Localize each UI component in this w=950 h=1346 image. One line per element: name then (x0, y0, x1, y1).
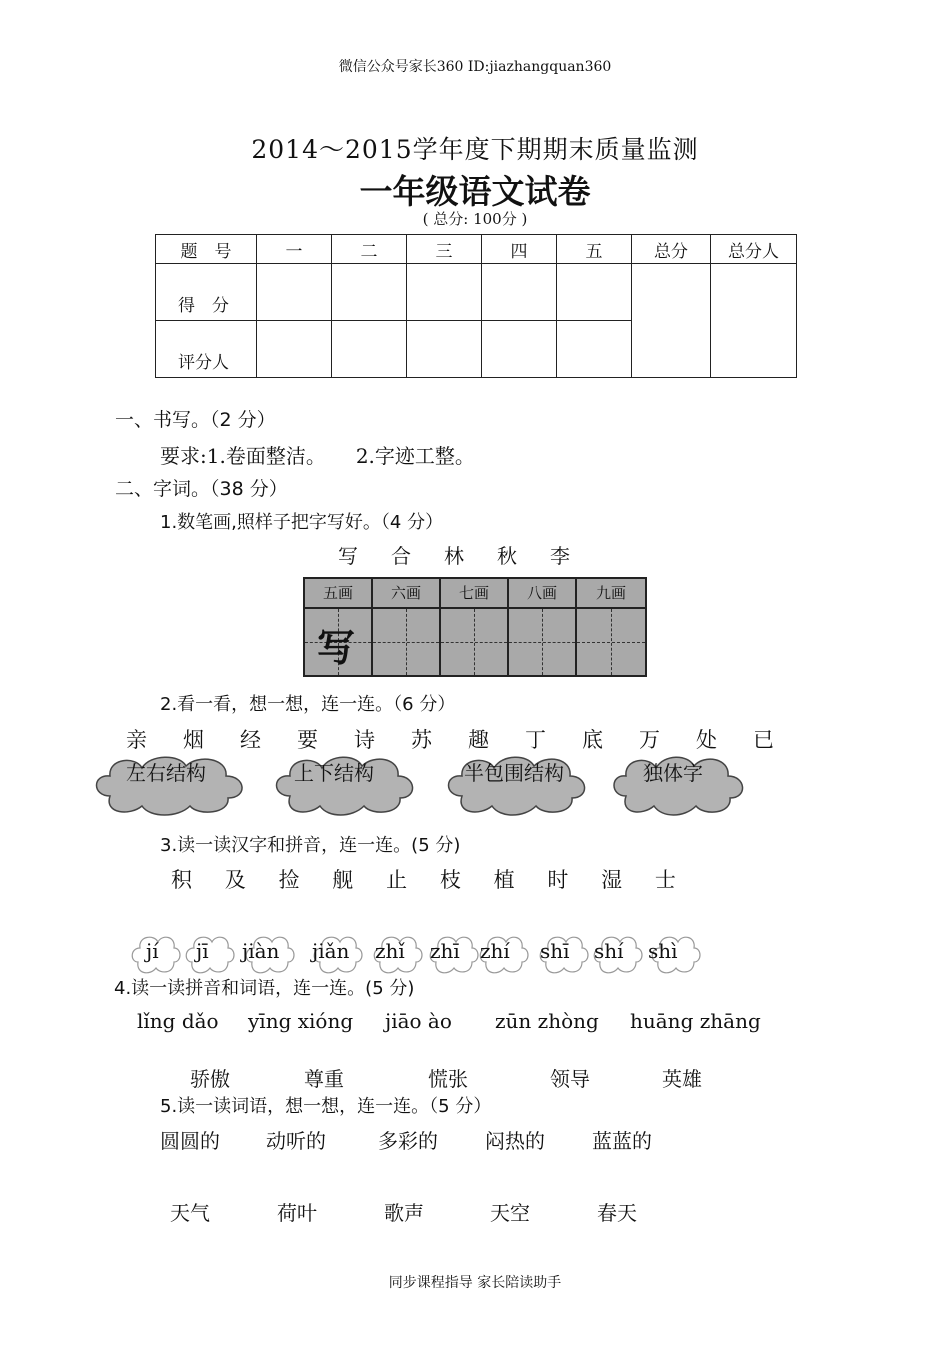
q2-char: 丁 (525, 728, 546, 752)
section2-heading: 二、字词。（38 分） (115, 478, 288, 500)
score-header: 三 (407, 235, 482, 264)
stroke-grid (303, 577, 647, 677)
score-cell (332, 321, 407, 378)
cloud-label: 左右结构 (126, 761, 206, 785)
q2-chars (126, 724, 774, 754)
q5-adjective: 蓝蓝的 (592, 1129, 652, 1153)
q4-pinyin: zūn zhòng (495, 1009, 599, 1033)
grid-header: 九画 (577, 579, 645, 609)
q5-adjective: 圆圆的 (160, 1129, 220, 1153)
q3-pinyin: jiǎn (312, 939, 350, 963)
q3-char: 止 (386, 868, 408, 892)
score-cell (482, 264, 557, 321)
q1-prompt: 1.数笔画,照样子把字写好。（4 分） (160, 512, 444, 533)
score-header: 四 (482, 235, 557, 264)
grid-header: 五画 (305, 579, 373, 609)
q3-char: 积 (171, 868, 192, 892)
q3-pinyin: zhí (480, 939, 510, 963)
q1-char: 林 (444, 544, 464, 568)
section1-requirement: 要求:1.卷面整洁。 2.字迹工整。 (160, 444, 475, 468)
q2-char: 趣 (468, 728, 489, 752)
score-header: 五 (557, 235, 632, 264)
q3-pinyin: shí (594, 939, 624, 963)
score-row-label: 评分人 (156, 321, 257, 378)
grid-write-cell[interactable] (373, 609, 441, 675)
q3-pinyin: jiàn (242, 939, 280, 963)
q5-noun: 天空 (490, 1201, 530, 1225)
q3-pinyin: shī (540, 939, 570, 963)
q2-char: 亲 (126, 728, 147, 752)
score-cell (482, 321, 557, 378)
q4-pinyin: jiāo ào (385, 1009, 452, 1033)
grid-header: 七画 (441, 579, 509, 609)
header-note: 微信公众号家长360 ID:jiazhangquan360 (338, 59, 612, 75)
q1-char: 秋 (497, 544, 517, 568)
q2-char: 烟 (183, 728, 204, 752)
score-cell (557, 321, 632, 378)
grid-write-cell[interactable] (577, 609, 645, 675)
q3-pinyin: zhī (430, 939, 460, 963)
q2-char: 要 (297, 728, 318, 752)
score-cell (257, 321, 332, 378)
q5-adjective: 闷热的 (485, 1129, 545, 1153)
q3-char: 湿 (601, 868, 623, 892)
q4-pinyin: huāng zhāng (630, 1009, 761, 1033)
q2-char: 经 (240, 728, 261, 752)
grid-header: 八画 (509, 579, 577, 609)
q3-pinyin: jī (196, 939, 209, 963)
score-cell (407, 321, 482, 378)
score-row-label: 得 分 (156, 264, 257, 321)
grid-write-cell[interactable] (441, 609, 509, 675)
score-cell (257, 264, 332, 321)
q3-prompt: 3.读一读汉字和拼音，连一连。(5 分) (160, 835, 461, 856)
q4-word: 骄傲 (190, 1067, 230, 1091)
q5-noun: 歌声 (384, 1201, 424, 1225)
q4-word: 领导 (550, 1067, 590, 1091)
q3-char: 士 (654, 868, 676, 892)
q5-noun: 天气 (170, 1201, 210, 1225)
q3-char: 枝 (439, 868, 461, 892)
q2-prompt: 2.看一看，想一想，连一连。（6 分） (160, 694, 456, 715)
score-cell (557, 264, 632, 321)
q3-char: 舰 (332, 868, 354, 892)
exam-title: 一年级语文试卷 (359, 172, 591, 211)
q3-char: 时 (547, 868, 569, 892)
q3-pinyin: shì (648, 939, 678, 963)
total-score: ( 总分: 100分 ) (422, 210, 528, 228)
q2-char: 苏 (411, 728, 432, 752)
q4-word: 英雄 (662, 1067, 702, 1091)
grid-write-cell[interactable] (509, 609, 577, 675)
q5-prompt: 5.读一读词语，想一想，连一连。（5 分） (160, 1096, 492, 1117)
grader-cell (711, 264, 797, 378)
exam-title-term: 2014～2015学年度下期期末质量监测 (251, 135, 699, 164)
q1-char: 李 (550, 544, 570, 568)
score-cell (332, 264, 407, 321)
q2-char: 已 (753, 728, 774, 752)
q1-char: 合 (391, 544, 411, 568)
cloud-label: 上下结构 (294, 761, 374, 785)
score-header: 二 (332, 235, 407, 264)
grid-write-cell (305, 609, 373, 675)
q5-noun: 荷叶 (277, 1201, 317, 1225)
score-cell (407, 264, 482, 321)
total-score-cell (632, 264, 711, 378)
q4-pinyin: yīng xióng (248, 1009, 354, 1033)
grid-header: 六画 (373, 579, 441, 609)
pinyin-cloud-row (128, 930, 712, 978)
q4-prompt: 4.读一读拼音和词语，连一连。(5 分) (114, 978, 415, 999)
footer-note: 同步课程指导 家长陪读助手 (388, 1275, 562, 1291)
cloud-label: 独体字 (643, 761, 703, 785)
q4-word: 慌张 (428, 1067, 468, 1091)
q1-char: 写 (338, 544, 358, 568)
q3-pinyin: zhǐ (375, 939, 405, 963)
score-header: 题 号 (156, 235, 257, 264)
q5-adjective: 动听的 (266, 1129, 326, 1153)
q4-word: 尊重 (304, 1067, 344, 1091)
q2-char: 底 (582, 728, 603, 752)
q2-char: 万 (639, 728, 660, 752)
score-header: 总分 (632, 235, 711, 264)
q3-char: 植 (493, 868, 515, 892)
q3-char: 及 (224, 868, 246, 892)
q1-chars (338, 540, 570, 569)
q3-pinyin: jí (146, 939, 159, 963)
q2-char: 诗 (354, 728, 375, 752)
q5-adjective: 多彩的 (378, 1129, 438, 1153)
section1-heading: 一、书写。（2 分） (115, 409, 276, 431)
q2-char: 处 (696, 728, 717, 752)
cloud-label: 半包围结构 (464, 761, 564, 785)
sample-char: 写 (317, 625, 356, 670)
q5-noun: 春天 (597, 1201, 637, 1225)
score-header: 总分人 (711, 235, 797, 264)
score-header: 一 (257, 235, 332, 264)
q3-char: 捡 (278, 868, 300, 892)
q3-chars (171, 864, 676, 894)
q4-pinyin: lǐng dǎo (137, 1009, 219, 1033)
score-table (155, 234, 797, 378)
